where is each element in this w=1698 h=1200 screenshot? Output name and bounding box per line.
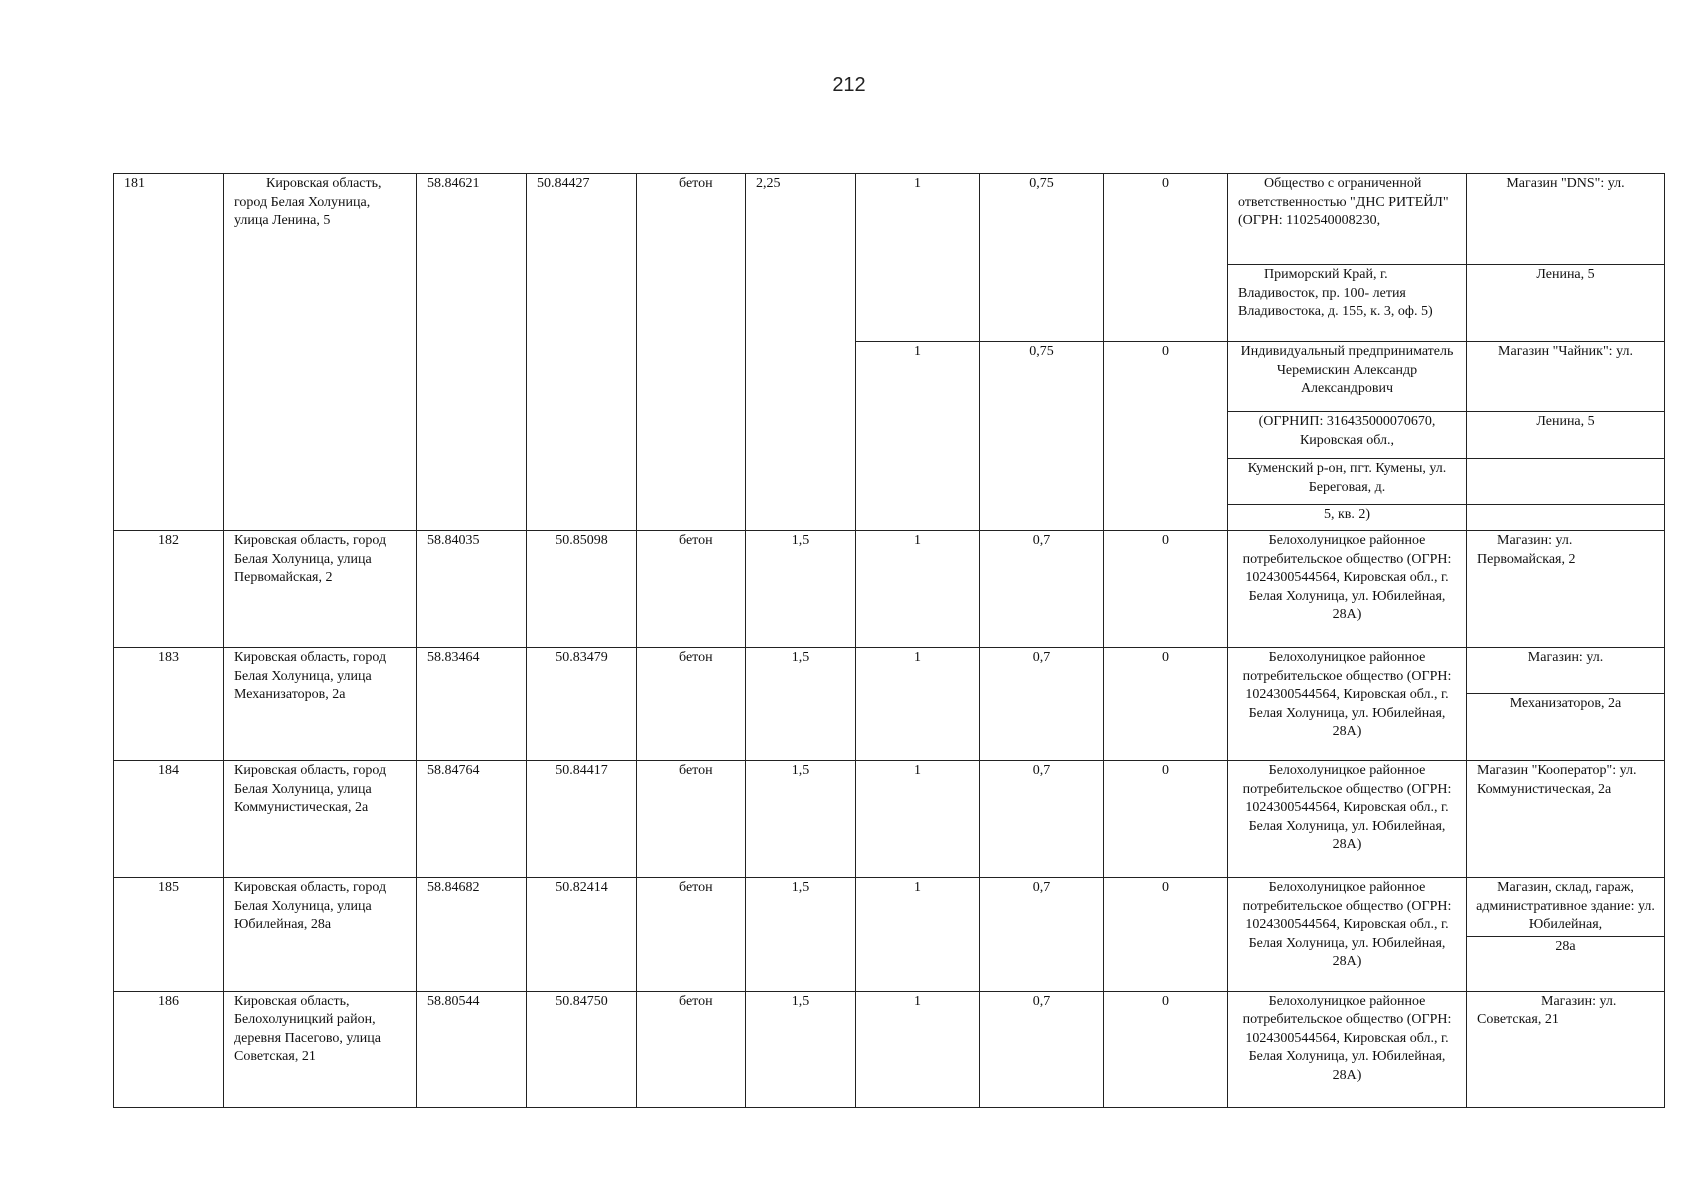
waste-source-cell: Механизаторов, 2а <box>1467 694 1665 761</box>
owner-cell: Индивидуальный предприниматель Черемискин Александр Александрович <box>1228 342 1467 412</box>
empty-cell <box>1467 505 1665 531</box>
waste-source-cell: Ленина, 5 <box>1467 412 1665 459</box>
table-row <box>114 878 1665 937</box>
waste-source-cell: Магазин "Кооператор": ул. Коммунистическая, 2а <box>1467 761 1665 878</box>
address-cell: Кировская область, Белохолуницкий район, деревня Пасегово, улица Советская, 21 <box>224 991 417 1107</box>
longitude-cell: 50.85098 <box>527 531 637 648</box>
area-cell: 1,5 <box>746 761 856 878</box>
waste-source-cell: Магазин: ул. Советская, 21 <box>1467 991 1665 1107</box>
owner-cell: Куменский р-он, пгт. Кумены, ул. Береговая, д. <box>1228 459 1467 505</box>
surface-cell: бетон <box>637 648 746 761</box>
surface-cell: бетон <box>637 991 746 1107</box>
table-row <box>114 174 1665 265</box>
volume-cell: 0,7 <box>980 531 1104 648</box>
surface-cell: бетон <box>637 531 746 648</box>
surface-cell: бетон <box>637 174 746 531</box>
owner-cell: Белохолуницкое районное потребительское общество (ОГРН: 1024300544564, Кировская обл., г. Белая Холуница, ул. Юбилейная, 28А) <box>1228 648 1467 761</box>
planned-cell: 0 <box>1104 342 1228 531</box>
containers-cell: 1 <box>856 878 980 992</box>
longitude-cell: 50.83479 <box>527 648 637 761</box>
address-cell: Кировская область, город Белая Холуница, улица Коммунистическая, 2а <box>224 761 417 878</box>
containers-cell: 1 <box>856 342 980 531</box>
surface-cell: бетон <box>637 761 746 878</box>
containers-cell: 1 <box>856 991 980 1107</box>
surface-cell: бетон <box>637 878 746 992</box>
area-cell: 1,5 <box>746 531 856 648</box>
table-row <box>114 648 1665 694</box>
waste-source-cell: Магазин "DNS": ул. <box>1467 174 1665 265</box>
volume-cell: 0,75 <box>980 174 1104 342</box>
row-number: 186 <box>114 991 224 1107</box>
table-row <box>114 991 1665 1107</box>
row-number: 184 <box>114 761 224 878</box>
page-number: 212 <box>832 74 866 96</box>
owner-cell: Белохолуницкое районное потребительское общество (ОГРН: 1024300544564, Кировская обл., г. Белая Холуница, ул. Юбилейная, 28А) <box>1228 531 1467 648</box>
waste-source-cell: Магазин "Чайник": ул. <box>1467 342 1665 412</box>
address-cell: Кировская область, город Белая Холуница, улица Первомайская, 2 <box>224 531 417 648</box>
latitude-cell: 58.84035 <box>417 531 527 648</box>
owner-cell: Приморский Край, г. Владивосток, пр. 100- летия Владивостока, д. 155, к. 3, оф. 5) <box>1228 265 1467 342</box>
waste-source-cell: Магазин: ул. <box>1467 648 1665 694</box>
area-cell: 1,5 <box>746 878 856 992</box>
containers-cell: 1 <box>856 531 980 648</box>
empty-cell <box>1467 459 1665 505</box>
row-number: 183 <box>114 648 224 761</box>
row-number: 182 <box>114 531 224 648</box>
longitude-cell: 50.84427 <box>527 174 637 531</box>
volume-cell: 0,7 <box>980 991 1104 1107</box>
volume-cell: 0,75 <box>980 342 1104 531</box>
planned-cell: 0 <box>1104 991 1228 1107</box>
containers-cell: 1 <box>856 648 980 761</box>
longitude-cell: 50.84417 <box>527 761 637 878</box>
owner-cell: Белохолуницкое районное потребительское общество (ОГРН: 1024300544564, Кировская обл., г. Белая Холуница, ул. Юбилейная, 28А) <box>1228 878 1467 992</box>
table-row <box>114 531 1665 648</box>
latitude-cell: 58.80544 <box>417 991 527 1107</box>
address-cell: Кировская область, город Белая Холуница, улица Ленина, 5 <box>224 174 417 531</box>
planned-cell: 0 <box>1104 761 1228 878</box>
owner-cell: Белохолуницкое районное потребительское общество (ОГРН: 1024300544564, Кировская обл., г. Белая Холуница, ул. Юбилейная, 28А) <box>1228 761 1467 878</box>
waste-source-cell: 28а <box>1467 936 1665 991</box>
owner-cell: Белохолуницкое районное потребительское общество (ОГРН: 1024300544564, Кировская обл., г. Белая Холуница, ул. Юбилейная, 28А) <box>1228 991 1467 1107</box>
waste-source-cell: Магазин, склад, гараж, административное здание: ул. Юбилейная, <box>1467 878 1665 937</box>
latitude-cell: 58.84764 <box>417 761 527 878</box>
address-cell: Кировская область, город Белая Холуница, улица Юбилейная, 28а <box>224 878 417 992</box>
planned-cell: 0 <box>1104 174 1228 342</box>
waste-source-cell: Ленина, 5 <box>1467 265 1665 342</box>
waste-source-cell: Магазин: ул. Первомайская, 2 <box>1467 531 1665 648</box>
longitude-cell: 50.82414 <box>527 878 637 992</box>
owner-cell: 5, кв. 2) <box>1228 505 1467 531</box>
area-cell: 1,5 <box>746 648 856 761</box>
longitude-cell: 50.84750 <box>527 991 637 1107</box>
area-cell: 1,5 <box>746 991 856 1107</box>
planned-cell: 0 <box>1104 531 1228 648</box>
planned-cell: 0 <box>1104 878 1228 992</box>
address-cell: Кировская область, город Белая Холуница, улица Механизаторов, 2а <box>224 648 417 761</box>
volume-cell: 0,7 <box>980 761 1104 878</box>
latitude-cell: 58.84682 <box>417 878 527 992</box>
owner-cell: Общество с ограниченной ответственностью "ДНС РИТЕЙЛ" (ОГРН: 1102540008230, <box>1228 174 1467 265</box>
row-number: 181 <box>114 174 224 531</box>
containers-cell: 1 <box>856 761 980 878</box>
area-cell: 2,25 <box>746 174 856 531</box>
latitude-cell: 58.83464 <box>417 648 527 761</box>
containers-cell: 1 <box>856 174 980 342</box>
planned-cell: 0 <box>1104 648 1228 761</box>
volume-cell: 0,7 <box>980 878 1104 992</box>
owner-cell: (ОГРНИП: 316435000070670, Кировская обл., <box>1228 412 1467 459</box>
row-number: 185 <box>114 878 224 992</box>
volume-cell: 0,7 <box>980 648 1104 761</box>
registry-table <box>113 173 1665 1108</box>
table-row <box>114 761 1665 878</box>
latitude-cell: 58.84621 <box>417 174 527 531</box>
